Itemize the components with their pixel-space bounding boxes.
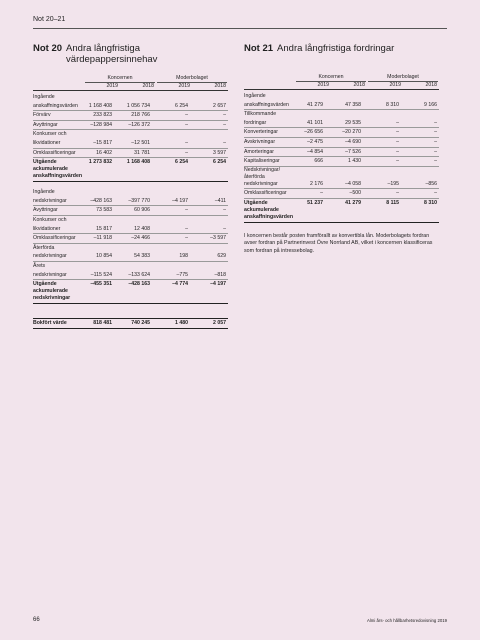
table-row: Ingående nedskrivningar –428 163 –397 770 –4 197 –411 bbox=[33, 188, 228, 206]
note-20-section bbox=[33, 44, 228, 329]
table-row: Omklassificeringar –11 918 –24 466 – –3 597 bbox=[33, 234, 228, 244]
year-col: 2019 bbox=[106, 83, 118, 89]
group-koncernen: Koncernen bbox=[318, 74, 344, 80]
note-21-title bbox=[244, 44, 439, 55]
row-label-line: nedskrivningar bbox=[244, 180, 278, 187]
year-col: 2019 bbox=[178, 83, 190, 89]
spacer-row bbox=[33, 304, 228, 319]
table-row: Konverteringar –26 656 –20 270 – – bbox=[244, 128, 439, 138]
table-row: Förvärv 233 823 218 766 – – bbox=[33, 111, 228, 121]
year-col: 2018 bbox=[425, 82, 437, 88]
group-moderbolaget: Moderbolaget bbox=[176, 75, 208, 81]
table-row: Återförda nedskrivningar 10 854 54 383 198 629 bbox=[33, 243, 228, 261]
note-21-title-text: Andra långfristiga fordringar bbox=[277, 43, 395, 54]
table-row: Nedskrivningar/återförda nedskrivningar 2 176 –4 058 –195 –856 bbox=[244, 166, 437, 187]
table-row: Avskrivningar –2 475 –4 690 – – bbox=[244, 137, 439, 147]
note-20-table bbox=[33, 93, 228, 329]
year-col: 2018 bbox=[353, 82, 365, 88]
table-row: Omklassificeringar 16 402 31 781 – 3 597 bbox=[33, 148, 228, 158]
total-row: Utgående ackumulerade anskaffningsvärden 1 273 832 1 168 408 6 254 6 254 bbox=[33, 158, 228, 182]
table-row: Konkurser och likvidationer –15 817 –12 501 – – bbox=[33, 130, 228, 148]
table-row: Ingående anskaffningsvärden 41 279 47 358 8 310 9 166 bbox=[244, 92, 439, 110]
table-row: Tillkommande fordringar 41 101 29 535 – – bbox=[244, 110, 439, 128]
group-moderbolaget: Moderbolaget bbox=[387, 74, 419, 80]
table-row: Avyttringar –128 984 –126 372 – – bbox=[33, 120, 228, 130]
note-20-title bbox=[33, 44, 228, 65]
note-21-year-header bbox=[244, 81, 439, 90]
header-rule bbox=[33, 28, 447, 29]
note-20-group-header bbox=[33, 74, 228, 82]
book-value-row: Bokfört värde 818 481 740 245 1 480 2 057 bbox=[33, 319, 228, 329]
table-row: Ingående anskaffningsvärden 1 168 408 1 056 734 6 254 2 657 bbox=[33, 93, 228, 111]
total-row: Utgående ackumulerade anskaffningsvärden 51 237 41 279 8 115 8 310 bbox=[244, 198, 439, 222]
year-col: 2019 bbox=[317, 82, 329, 88]
note-20-title-text: Andra långfristiga värdepappersinnehav bbox=[66, 43, 158, 65]
page-number: 66 bbox=[33, 617, 40, 623]
note-21-paragraph: I koncernen består posten framförallt av konvertibla lån. Moderbolagets fordran avser fordran på Partnerinvest Övre Norrland AB, vilket i koncernen klassificeras som fordran på intressebolag. bbox=[244, 232, 433, 255]
table-row: Omklassificeringar – –500 – – bbox=[244, 189, 439, 199]
year-col: 2018 bbox=[142, 83, 154, 89]
note-21-number: Not 21 bbox=[244, 43, 274, 54]
year-col: 2018 bbox=[214, 83, 226, 89]
row-label-line: Nedskrivningar/återförda bbox=[244, 166, 281, 180]
table-row: Kapitaliseringar 666 1 430 – – bbox=[244, 157, 439, 167]
total-row: Utgående ackumulerade nedskrivningar –455 351 –428 163 –4 774 –4 197 bbox=[33, 280, 228, 304]
group-koncernen: Koncernen bbox=[107, 75, 133, 81]
table-row: Avyttringar 73 583 60 906 – – bbox=[33, 206, 228, 216]
table-row: Amorteringar –4 854 –7 526 – – bbox=[244, 147, 439, 157]
table-row: Årets nedskrivningar –115 524 –133 624 –775 –818 bbox=[33, 261, 228, 279]
note-21-section bbox=[244, 44, 439, 261]
note-21-group-header bbox=[244, 73, 439, 81]
footer-publication: Almi års- och hållbarhetsredovisning 2019 bbox=[366, 618, 447, 623]
table-row: Konkurser och likvidationer 15 817 12 408 – – bbox=[33, 215, 228, 233]
note-20-year-header bbox=[33, 82, 228, 91]
note-20-number: Not 20 bbox=[33, 43, 63, 54]
note-21-table bbox=[244, 92, 439, 223]
running-header: Not 20–21 bbox=[33, 16, 66, 23]
year-col: 2019 bbox=[389, 82, 401, 88]
